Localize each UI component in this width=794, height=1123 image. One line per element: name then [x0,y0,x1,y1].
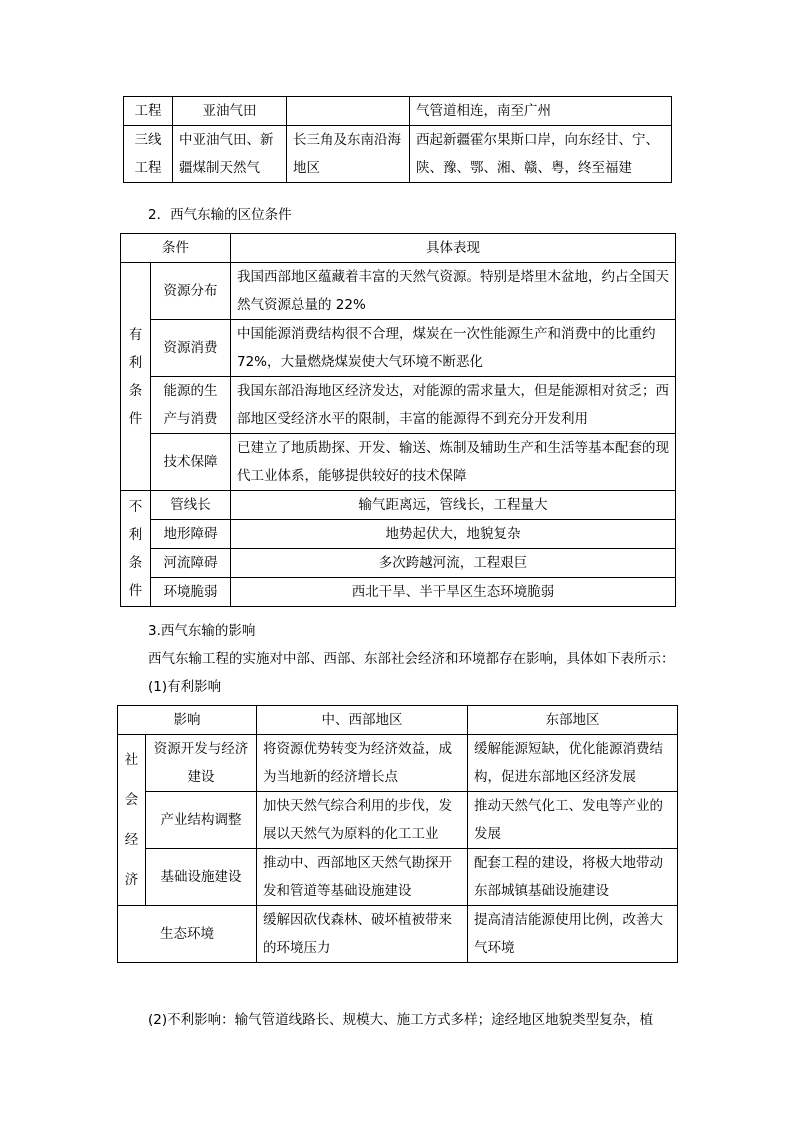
condition-name: 技术保障 [151,434,231,491]
condition-name: 地形障碍 [151,520,231,549]
group-char: 社 [124,752,139,768]
table-row [118,849,678,906]
group-char: 利 [128,354,143,371]
table-header-row [121,234,676,263]
condition-detail: 中国能源消费结构很不合理，煤炭在一次性能源生产和消费中的比重约 72%，大量燃烧煤炭使大气环境不断恶化 [231,320,676,377]
condition-detail: 我国西部地区蕴藏着丰富的天然气资源。特别是塔里木盆地，约占全国天然气资源总量的 22% [231,263,676,320]
section-3-title: 3.西气东输的影响 [148,623,256,639]
header-mid-west: 中、西部地区 [257,706,468,735]
condition-detail: 我国东部沿海地区经济发达，对能源的需求量大，但是能源相对贫乏；西部地区受经济水平的限制，丰富的能源得不到充分开发利用 [231,377,676,434]
impact-east: 配套工程的建设，将极大地带动东部城镇基础设施建设 [468,849,678,906]
condition-detail: 多次跨越河流，工程艰巨 [231,549,676,578]
section-3-sub1: (1)有利影响 [148,679,222,695]
impact-midwest: 缓解因砍伐森林、破坏植被带来的环境压力 [257,906,468,963]
condition-detail: 地势起伏大，地貌复杂 [231,520,676,549]
table-row [121,491,676,520]
table-cell: 中亚油气田、新疆煤制天然气 [173,126,287,183]
table-cell [287,97,410,126]
group-char: 条 [128,554,143,571]
condition-detail: 输气距离远，管线长，工程量大 [231,491,676,520]
condition-name: 河流障碍 [151,549,231,578]
social-group-label [118,735,146,906]
impact-name: 资源开发与经济建设 [146,735,257,792]
table-cell [124,126,173,183]
table-row [121,520,676,549]
location-conditions-table [120,233,676,607]
impact-east: 提高清洁能源使用比例，改善大气环境 [468,906,678,963]
condition-name: 资源分布 [151,263,231,320]
table-row [124,126,672,183]
impact-table [117,705,678,963]
favorable-group-label [121,263,151,491]
condition-name: 资源消费 [151,320,231,377]
table-row [124,97,672,126]
unfavorable-group-label [121,491,151,607]
table-row [121,263,676,320]
table-cell: 亚油气田 [173,97,287,126]
table-row [118,792,678,849]
group-char: 条 [128,382,143,399]
group-char: 件 [128,582,143,599]
condition-name: 管线长 [151,491,231,520]
table-cell: 西起新疆霍尔果斯口岸，向东经甘、宁、陕、豫、鄂、湘、赣、粤，终至福建 [410,126,672,183]
impact-name: 基础设施建设 [146,849,257,906]
table-row [121,320,676,377]
condition-name: 环境脆弱 [151,578,231,607]
group-char: 利 [128,526,143,543]
table-row [118,735,678,792]
section-3-intro: 西气东输工程的实施对中部、西部、东部社会经济和环境都存在影响，具体如下表所示： [148,651,675,667]
impact-midwest: 加快天然气综合利用的步伐，发展以天然气为原料的化工工业 [257,792,468,849]
header-east: 东部地区 [468,706,678,735]
group-char: 不 [128,498,143,515]
condition-detail: 西北干旱、半干旱区生态环境脆弱 [231,578,676,607]
impact-name: 生态环境 [118,906,257,963]
group-char: 会 [124,792,139,808]
table-cell: 长三角及东南沿海地区 [287,126,410,183]
group-char: 有 [128,326,143,343]
condition-detail: 已建立了地质勘探、开发、输送、炼制及辅助生产和生活等基本配套的现代工业体系，能够提供较好的技术保障 [231,434,676,491]
impact-midwest: 推动中、西部地区天然气勘探开发和管道等基础设施建设 [257,849,468,906]
table-cell: 工程 [124,97,173,126]
header-condition: 条件 [121,234,231,263]
impact-east: 推动天然气化工、发电等产业的发展 [468,792,678,849]
table-row [121,578,676,607]
table-row [121,434,676,491]
project-table [123,96,672,183]
condition-name: 能源的生产与消费 [151,377,231,434]
section-2-title: 2．西气东输的区位条件 [148,207,292,223]
table-row [118,906,678,963]
table-row [121,377,676,434]
header-detail: 具体表现 [231,234,676,263]
group-char: 件 [128,410,143,427]
table-row [121,549,676,578]
table-header-row [118,706,678,735]
group-char: 济 [124,872,139,888]
impact-midwest: 将资源优势转变为经济效益，成为当地新的经济增长点 [257,735,468,792]
impact-east: 缓解能源短缺，优化能源消费结构，促进东部地区经济发展 [468,735,678,792]
section-3-sub2: (2)不利影响：输气管道线路长、规模大、施工方式多样；途经地区地貌类型复杂，植 [148,1012,654,1028]
impact-name: 产业结构调整 [146,792,257,849]
group-char: 经 [124,832,139,848]
row-label: 三线 工程 [134,132,162,176]
header-impact: 影响 [118,706,257,735]
table-cell: 气管道相连，南至广州 [410,97,672,126]
